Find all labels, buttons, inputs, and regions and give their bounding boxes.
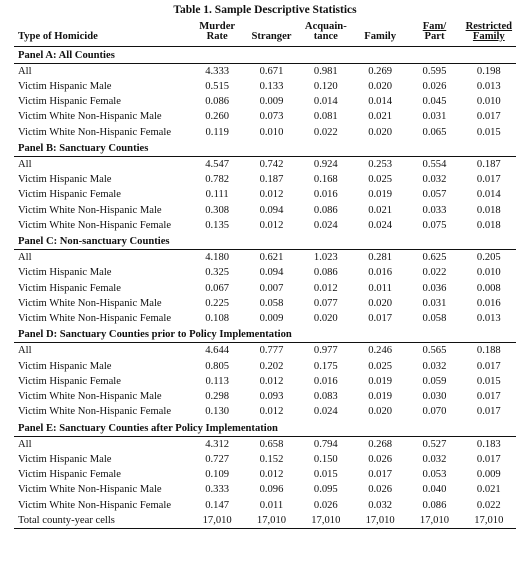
table-cell: 0.017 [476, 391, 501, 403]
table-cell: 0.742 [259, 158, 284, 170]
table-cell: 0.081 [313, 111, 338, 123]
row-label: Victim Hispanic Male [18, 360, 112, 372]
table-cell: 0.057 [422, 189, 447, 201]
column-header [299, 18, 353, 46]
table-cell: 17,010 [462, 513, 516, 529]
table-cell: 0.565 [422, 345, 447, 357]
table-cell: 0.012 [313, 282, 338, 294]
panel-heading-row [14, 326, 516, 343]
row-label: Victim White Non-Hispanic Male [18, 391, 162, 403]
table-cell: 0.058 [422, 313, 447, 325]
table-cell: 0.595 [422, 65, 447, 77]
column-header-line: Family [472, 31, 505, 42]
table-cell: 0.727 [205, 453, 230, 465]
row-label: Victim Hispanic Female [18, 375, 121, 387]
table-cell: 0.130 [205, 406, 230, 418]
table-cell: 0.308 [205, 204, 230, 216]
table-cell: 0.187 [259, 174, 284, 186]
table-cell: 4.312 [205, 438, 230, 450]
row-label: All [18, 345, 32, 357]
table-row [14, 125, 516, 140]
row-label: Victim Hispanic Female [18, 189, 121, 201]
table-cell: 0.554 [422, 158, 447, 170]
row-label: All [18, 65, 32, 77]
row-label: Victim Hispanic Male [18, 174, 112, 186]
table-cell: 1.023 [313, 252, 338, 264]
table-cell: 0.017 [368, 469, 393, 481]
table-cell: 0.135 [205, 219, 230, 231]
panel-title: Panel D: Sanctuary Counties prior to Policy Implementation [14, 326, 516, 343]
table-cell: 0.094 [259, 204, 284, 216]
table-cell: 0.032 [368, 499, 393, 511]
table-caption: Table 1. Sample Descriptive Statistics [173, 4, 357, 16]
table-cell: 0.168 [313, 174, 338, 186]
table-cell: 0.260 [205, 111, 230, 123]
table-cell: 17,010 [407, 513, 461, 529]
table-cell: 0.095 [313, 484, 338, 496]
row-label: Victim Hispanic Male [18, 267, 112, 279]
row-label: Victim White Non-Hispanic Female [18, 126, 172, 138]
row-label: Victim White Non-Hispanic Male [18, 111, 162, 123]
table-cell: 0.012 [259, 406, 284, 418]
table-row [14, 172, 516, 187]
table-cell: 0.017 [476, 453, 501, 465]
table-cell: 0.012 [259, 469, 284, 481]
table-cell: 0.010 [476, 96, 501, 108]
table-cell: 0.086 [313, 267, 338, 279]
column-header [244, 18, 298, 46]
table-cell: 0.150 [313, 453, 338, 465]
table-cell: 0.152 [259, 453, 284, 465]
table-cell: 0.269 [368, 65, 393, 77]
table-cell: 0.059 [422, 375, 447, 387]
header-row [14, 18, 516, 46]
table-cell: 0.025 [368, 360, 393, 372]
descriptive-statistics-table [14, 18, 516, 529]
row-label: All [18, 252, 32, 264]
table-cell: 0.093 [259, 391, 284, 403]
table-cell: 0.120 [313, 80, 338, 92]
table-cell: 0.009 [476, 469, 501, 481]
table-cell: 0.018 [476, 219, 501, 231]
table-cell: 0.009 [259, 96, 284, 108]
row-label: Victim Hispanic Female [18, 469, 121, 481]
table-row [14, 109, 516, 124]
table-cell: 0.253 [368, 158, 393, 170]
table-cell: 0.040 [422, 484, 447, 496]
table-cell: 0.111 [205, 189, 229, 201]
row-label: Victim White Non-Hispanic Female [18, 219, 172, 231]
table-row [14, 359, 516, 374]
row-label: Victim White Non-Hispanic Male [18, 484, 162, 496]
table-cell: 0.019 [368, 189, 393, 201]
row-label: Victim White Non-Hispanic Female [18, 313, 172, 325]
table-cell: 0.014 [476, 189, 501, 201]
panel-heading-row [14, 140, 516, 157]
table-cell: 0.924 [313, 158, 338, 170]
table-cell: 0.225 [205, 297, 230, 309]
row-label: Victim Hispanic Male [18, 453, 112, 465]
table-cell: 0.198 [476, 65, 501, 77]
table-cell: 4.180 [205, 252, 230, 264]
table-cell: 0.020 [368, 126, 393, 138]
table-row [14, 265, 516, 280]
table-cell: 0.016 [313, 375, 338, 387]
table-cell: 0.017 [476, 406, 501, 418]
table-cell: 0.007 [259, 282, 284, 294]
table-cell: 0.011 [259, 499, 284, 511]
table-cell: 0.782 [205, 174, 230, 186]
table-cell: 0.016 [368, 267, 393, 279]
table-cell: 17,010 [353, 513, 407, 529]
row-label: Victim Hispanic Male [18, 80, 112, 92]
table-cell: 0.010 [259, 126, 284, 138]
table-cell: 17,010 [299, 513, 353, 529]
row-label: Victim White Non-Hispanic Male [18, 297, 162, 309]
table-row [14, 296, 516, 311]
table-cell: 0.625 [422, 252, 447, 264]
table-cell: 0.075 [422, 219, 447, 231]
table-cell: 0.017 [476, 360, 501, 372]
table-cell: 0.083 [313, 391, 338, 403]
table-header [14, 18, 516, 46]
table-row [14, 343, 516, 359]
table-cell: 0.805 [205, 360, 230, 372]
table-cell: 0.015 [476, 126, 501, 138]
table-cell: 0.202 [259, 360, 284, 372]
table-cell: 0.015 [313, 469, 338, 481]
table-cell: 17,010 [190, 513, 244, 529]
column-header [353, 18, 407, 46]
table-cell: 0.053 [422, 469, 447, 481]
table-cell: 0.014 [313, 96, 338, 108]
row-label: Victim White Non-Hispanic Male [18, 204, 162, 216]
table-row [14, 218, 516, 233]
table-cell: 0.658 [259, 438, 284, 450]
table-cell: 0.086 [313, 204, 338, 216]
table-cell: 0.021 [476, 484, 501, 496]
table-cell: 0.205 [476, 252, 501, 264]
column-header-line: Restricted [465, 20, 513, 32]
table-cell: 0.017 [476, 111, 501, 123]
table-cell: 0.020 [368, 80, 393, 92]
table-cell: 0.032 [422, 453, 447, 465]
table-row [14, 374, 516, 389]
table-cell: 0.981 [313, 65, 338, 77]
table-cell: 0.013 [476, 80, 501, 92]
table-cell: 4.333 [205, 65, 230, 77]
table-row [14, 156, 516, 172]
table-cell: 0.026 [368, 453, 393, 465]
table-cell: 0.017 [476, 174, 501, 186]
table-row [14, 482, 516, 497]
table-cell: 0.031 [422, 111, 447, 123]
column-header [407, 18, 461, 46]
row-label: Victim Hispanic Female [18, 96, 121, 108]
table-cell: 0.671 [259, 65, 284, 77]
table-cell: 0.527 [422, 438, 447, 450]
table-cell: 0.021 [368, 111, 393, 123]
table-cell: 0.147 [205, 499, 230, 511]
table-row [14, 281, 516, 296]
table-cell: 0.030 [422, 391, 447, 403]
table-cell: 0.094 [259, 267, 284, 279]
column-header-line: Rate [206, 31, 228, 42]
table-row [14, 389, 516, 404]
row-label: All [18, 158, 32, 170]
table-row [14, 452, 516, 467]
table-cell: 0.016 [313, 189, 338, 201]
table-cell: 0.024 [313, 219, 338, 231]
table-row [14, 311, 516, 326]
table-cell: 0.022 [313, 126, 338, 138]
table-cell: 0.020 [368, 297, 393, 309]
table-cell: 0.019 [368, 391, 393, 403]
table-cell: 0.065 [422, 126, 447, 138]
table-row [14, 436, 516, 452]
row-label: Victim Hispanic Female [18, 282, 121, 294]
table-cell: 0.024 [313, 406, 338, 418]
table-cell: 0.109 [205, 469, 230, 481]
table-cell: 0.022 [476, 499, 501, 511]
table-cell: 0.133 [259, 80, 284, 92]
table-cell: 0.187 [476, 158, 501, 170]
table-cell: 4.644 [205, 345, 230, 357]
row-label: Victim White Non-Hispanic Female [18, 406, 172, 418]
table-cell: 0.026 [422, 80, 447, 92]
table-cell: 0.020 [368, 406, 393, 418]
table-cell: 0.032 [422, 174, 447, 186]
table-row [14, 187, 516, 202]
table-row [14, 203, 516, 218]
table-cell: 17,010 [244, 513, 298, 529]
table-cell: 0.026 [313, 499, 338, 511]
table-row [14, 498, 516, 513]
table-cell: 0.086 [422, 499, 447, 511]
table-cell: 0.012 [259, 375, 284, 387]
column-header [462, 18, 516, 46]
table-cell: 0.246 [368, 345, 393, 357]
table-cell: 0.333 [205, 484, 230, 496]
table-cell: 0.012 [259, 189, 284, 201]
column-header-line: Fam/ [422, 20, 447, 32]
table-cell: 0.070 [422, 406, 447, 418]
table-cell: 0.113 [205, 375, 229, 387]
table-cell: 0.108 [205, 313, 230, 325]
column-header-line: Acquain- [304, 20, 347, 32]
row-label: Total county-year cells [14, 513, 190, 529]
table-cell: 0.977 [313, 345, 338, 357]
table-cell: 0.026 [368, 484, 393, 496]
table-cell: 0.019 [368, 375, 393, 387]
panel-heading-row [14, 420, 516, 437]
table-cell: 0.013 [476, 313, 501, 325]
table-cell: 0.325 [205, 267, 230, 279]
table-cell: 0.021 [368, 204, 393, 216]
panel-title: Panel A: All Counties [14, 46, 516, 63]
table-cell: 0.268 [368, 438, 393, 450]
table-cell: 0.175 [313, 360, 338, 372]
table-cell: 0.031 [422, 297, 447, 309]
table-cell: 0.022 [422, 267, 447, 279]
table-cell: 0.012 [259, 219, 284, 231]
table-cell: 0.024 [368, 219, 393, 231]
table-row [14, 250, 516, 266]
panel-heading-row [14, 233, 516, 250]
table-cell: 0.014 [368, 96, 393, 108]
table-cell: 0.515 [205, 80, 230, 92]
table-cell: 0.017 [368, 313, 393, 325]
table-cell: 0.016 [476, 297, 501, 309]
table-cell: 0.032 [422, 360, 447, 372]
panel-title: Panel B: Sanctuary Counties [14, 140, 516, 157]
table-cell: 0.033 [422, 204, 447, 216]
table-cell: 0.010 [476, 267, 501, 279]
column-header-type [14, 18, 190, 46]
table-cell: 0.777 [259, 345, 284, 357]
table-cell: 0.015 [476, 375, 501, 387]
table-cell: 0.018 [476, 204, 501, 216]
table-cell: 0.119 [205, 126, 229, 138]
table-cell: 0.058 [259, 297, 284, 309]
table-cell: 0.073 [259, 111, 284, 123]
table-cell: 4.547 [205, 158, 230, 170]
panel-title: Panel E: Sanctuary Counties after Policy Implementation [14, 420, 516, 437]
table-row [14, 404, 516, 419]
table-cell: 0.188 [476, 345, 501, 357]
table-cell: 0.183 [476, 438, 501, 450]
table-cell: 0.008 [476, 282, 501, 294]
table-row [14, 63, 516, 79]
table-cell: 0.045 [422, 96, 447, 108]
column-header-line: Stranger [251, 31, 292, 42]
column-header-line: Murder [199, 20, 236, 32]
table-cell: 0.067 [205, 282, 230, 294]
table-cell: 0.281 [368, 252, 393, 264]
column-header-line: Type of Homicide [18, 31, 98, 42]
table-cell: 0.298 [205, 391, 230, 403]
table-cell: 0.077 [313, 297, 338, 309]
table-cell: 0.025 [368, 174, 393, 186]
column-header [190, 18, 244, 46]
table-body [14, 46, 516, 529]
column-header-line: Part [424, 31, 445, 42]
table-row [14, 513, 516, 529]
table-cell: 0.020 [313, 313, 338, 325]
table-row [14, 467, 516, 482]
table-cell: 0.086 [205, 96, 230, 108]
table-cell: 0.794 [313, 438, 338, 450]
row-label: Victim White Non-Hispanic Female [18, 499, 172, 511]
table-cell: 0.036 [422, 282, 447, 294]
table-cell: 0.096 [259, 484, 284, 496]
table-row [14, 94, 516, 109]
table-cell: 0.011 [368, 282, 392, 294]
panel-title: Panel C: Non-sanctuary Counties [14, 233, 516, 250]
row-label: All [18, 438, 32, 450]
table-row [14, 79, 516, 94]
column-header-line: Family [364, 31, 397, 42]
table-cell: 0.009 [259, 313, 284, 325]
column-header-line: tance [313, 31, 338, 42]
panel-heading-row [14, 46, 516, 63]
table-cell: 0.621 [259, 252, 284, 264]
